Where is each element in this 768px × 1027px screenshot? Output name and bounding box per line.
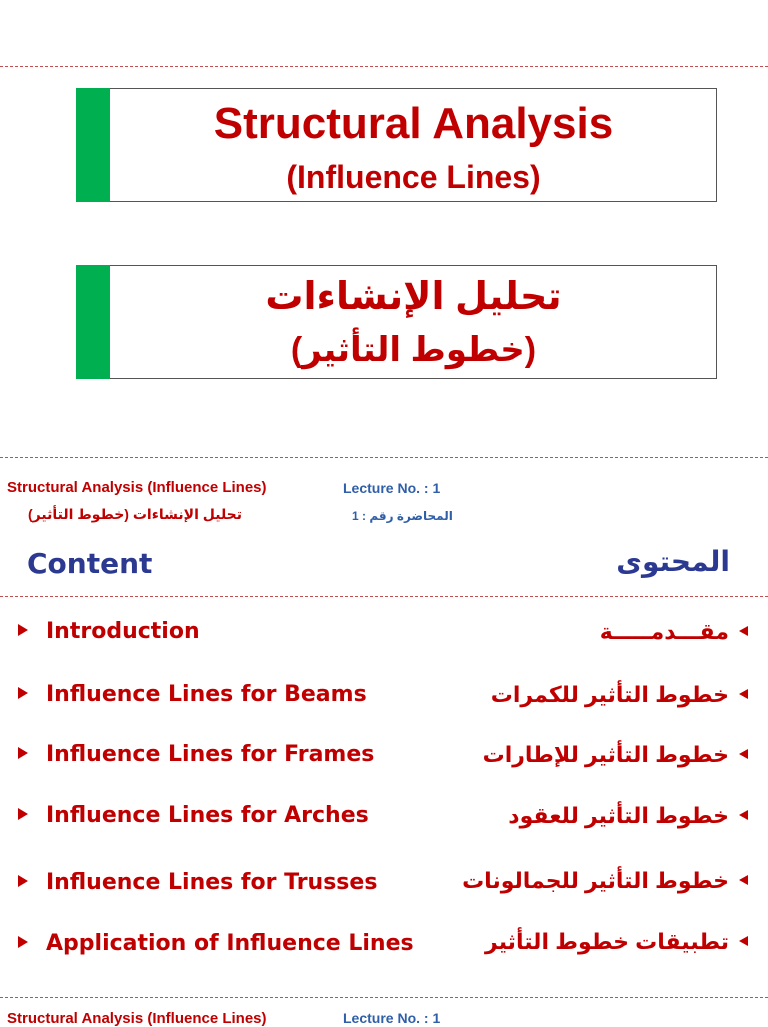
content-title-en: Content [27, 547, 153, 580]
content-item-label: خطوط التأثير للإطارات [482, 742, 729, 767]
slide-divider-top [0, 66, 768, 67]
header-course-en: Structural Analysis (Influence Lines) [7, 479, 267, 496]
english-title-box [76, 88, 717, 202]
next-slide-lecture-en: Lecture No. : 1 [343, 1010, 441, 1026]
content-item-label: Influence Lines for Arches [46, 803, 369, 828]
bullet-triangle-icon [18, 747, 28, 759]
content-item-label: خطوط التأثير للكمرات [490, 682, 729, 707]
english-subtitle: (Influence Lines) [286, 159, 541, 195]
header-lecture-ar: المحاضرة رقم : 1 [352, 509, 453, 523]
content-item-label: خطوط التأثير للجمالونات [462, 868, 729, 893]
green-accent-bar [76, 265, 110, 379]
content-divider [0, 596, 768, 597]
header-course-ar: تحليل الإنشاءات (خطوط التأثير) [28, 506, 243, 522]
content-item-en [18, 619, 200, 644]
content-item-ar [462, 868, 748, 894]
header-lecture-en: Lecture No. : 1 [343, 480, 441, 496]
content-item-ar [485, 929, 748, 955]
english-title: Structural Analysis [213, 99, 614, 148]
content-item-label: Introduction [46, 619, 200, 644]
content-item-en [18, 870, 377, 895]
arabic-subtitle: (خطوط التأثير) [290, 331, 537, 369]
content-item-ar [508, 803, 748, 829]
bullet-triangle-icon [18, 936, 28, 948]
bullet-triangle-icon [18, 687, 28, 699]
slide-divider-middle [0, 457, 768, 458]
bullet-triangle-icon [18, 808, 28, 820]
content-item-label: تطبيقات خطوط التأثير [485, 929, 729, 954]
arabic-title: تحليل الإنشاءات [265, 276, 562, 318]
bullet-triangle-icon [739, 689, 748, 699]
bullet-triangle-icon [739, 936, 748, 946]
slide-divider-bottom [0, 997, 768, 998]
bullet-triangle-icon [739, 875, 748, 885]
content-item-en [18, 682, 367, 707]
bullet-triangle-icon [739, 749, 748, 759]
bullet-triangle-icon [18, 624, 28, 636]
content-item-ar [600, 619, 748, 645]
next-slide-course-en: Structural Analysis (Influence Lines) [7, 1010, 267, 1027]
content-item-en [18, 742, 374, 767]
content-item-ar [483, 742, 748, 768]
bullet-triangle-icon [739, 810, 748, 820]
content-item-label: Application of Influence Lines [46, 931, 414, 956]
content-title-ar: المحتوى [616, 545, 730, 578]
content-item-label: مقـــدمـــــة [599, 619, 729, 644]
content-item-label: Influence Lines for Beams [46, 682, 367, 707]
content-item-en [18, 931, 414, 956]
bullet-triangle-icon [739, 626, 748, 636]
bullet-triangle-icon [18, 875, 28, 887]
content-item-label: Influence Lines for Frames [46, 742, 375, 767]
arabic-title-box [76, 265, 717, 379]
content-item-label: خطوط التأثير للعقود [508, 803, 729, 828]
content-item-label: Influence Lines for Trusses [46, 870, 378, 895]
green-accent-bar [76, 88, 110, 202]
content-item-en [18, 803, 369, 828]
content-item-ar [491, 682, 748, 708]
